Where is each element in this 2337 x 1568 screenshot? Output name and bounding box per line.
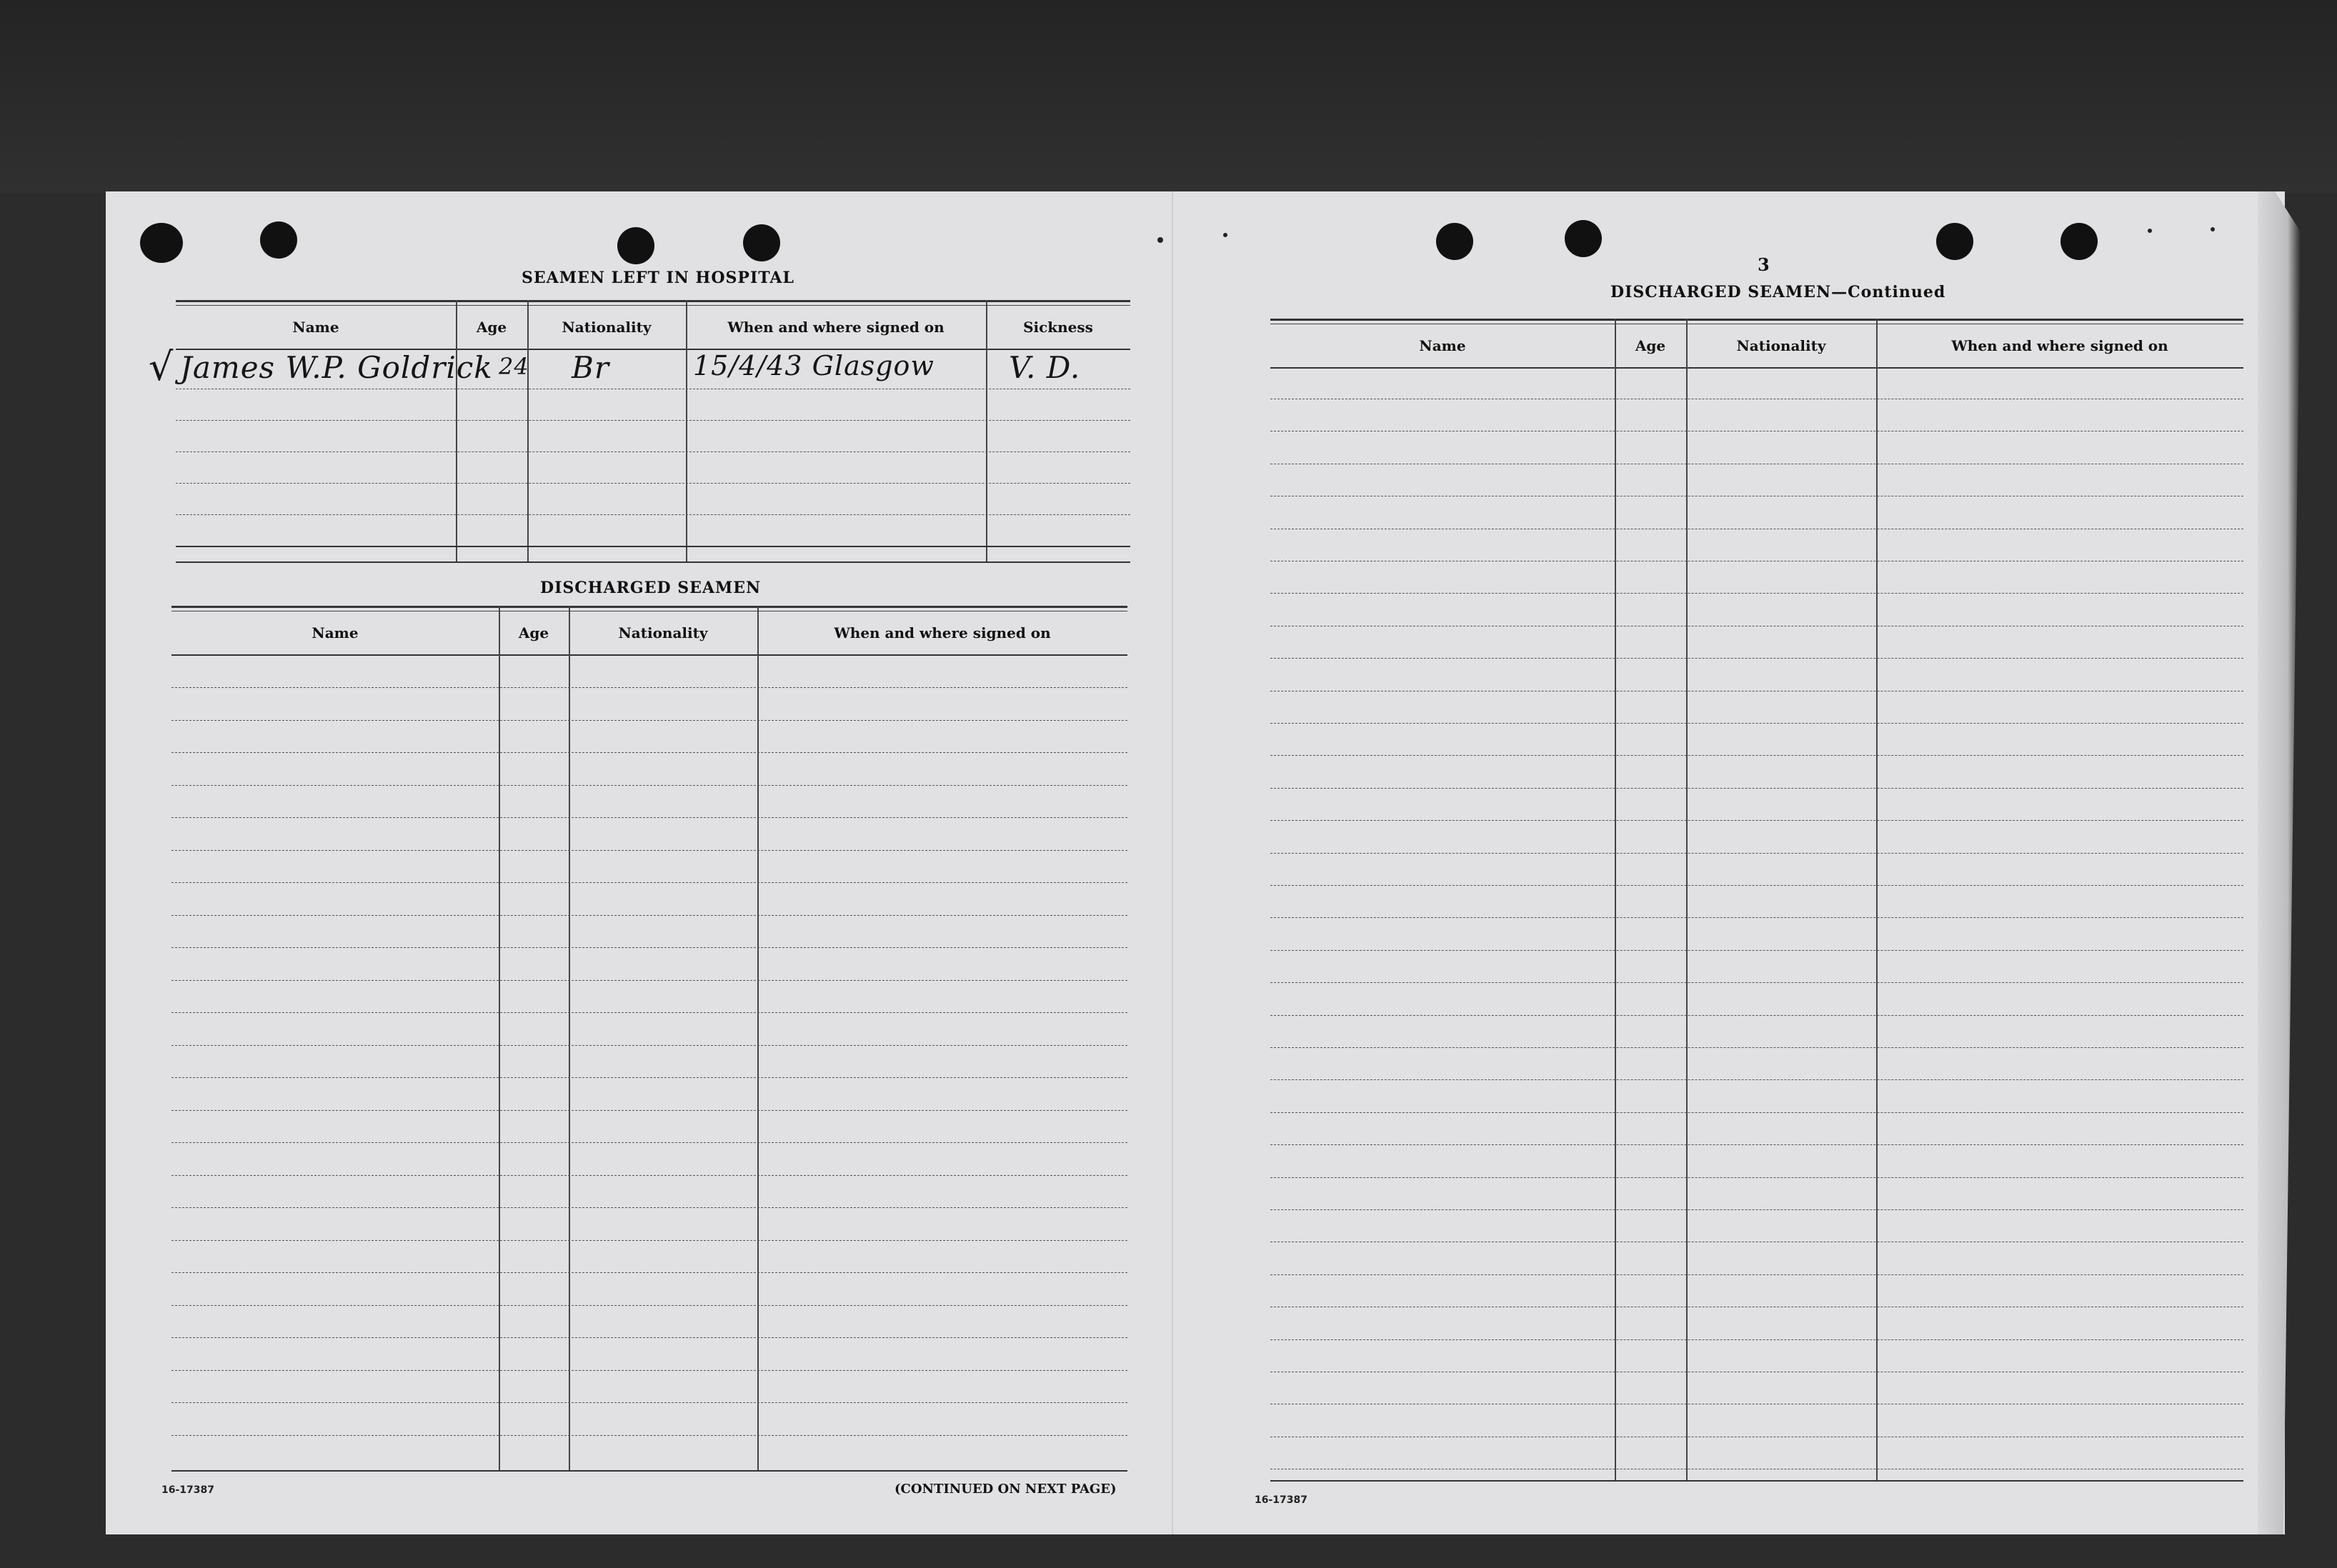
row-rule [176, 483, 1130, 484]
punch-hole [1565, 220, 1602, 257]
row-rule [171, 1110, 1127, 1111]
row-rule [171, 1435, 1127, 1436]
col-divider [757, 606, 759, 1472]
row-rule [176, 514, 1130, 515]
col-divider [986, 300, 987, 563]
discharged-table [171, 606, 1127, 1474]
table-top-rule [171, 606, 1127, 608]
speck [1223, 233, 1227, 237]
punch-hole [140, 223, 183, 263]
row-rule [171, 1045, 1127, 1046]
row-rule [171, 980, 1127, 981]
table-header [1270, 324, 2243, 369]
col-divider [499, 606, 500, 1472]
col-divider [569, 606, 570, 1472]
punch-hole [1936, 223, 1973, 260]
entry-sickness: V. D. [1009, 350, 1081, 385]
row-rule [1270, 1339, 2243, 1340]
speck [2211, 227, 2215, 231]
entry-signed-on: 15/4/43 Glasgow [693, 350, 935, 381]
right-section-title: DISCHARGED SEAMEN—Continued [1610, 283, 1946, 301]
row-rule [1270, 788, 2243, 789]
row-rule [171, 817, 1127, 818]
table-bottom-rule [171, 1470, 1127, 1472]
entry-name: James W.P. Goldrick [180, 350, 493, 385]
row-rule [171, 915, 1127, 916]
row-rule [1270, 1079, 2243, 1080]
row-rule [171, 785, 1127, 786]
col-divider [686, 300, 687, 563]
header-name: Name [312, 624, 359, 641]
row-rule [171, 1272, 1127, 1273]
row-rule [1270, 885, 2243, 886]
row-rule [1270, 982, 2243, 983]
row-rule [176, 451, 1130, 452]
header-nationality: Nationality [1736, 337, 1826, 354]
header-signed-on: When and where signed on [727, 319, 945, 336]
row-rule [171, 1012, 1127, 1013]
header-signed-on: When and where signed on [1951, 337, 2168, 354]
page-number: 3 [1758, 254, 1770, 275]
row-rule [1270, 1112, 2243, 1113]
entry-nationality: Br [572, 350, 609, 385]
row-rule [1270, 1274, 2243, 1275]
continued-note: (CONTINUED ON NEXT PAGE) [895, 1482, 1117, 1497]
table-header [171, 611, 1127, 656]
row-rule [171, 1370, 1127, 1371]
form-code: 16-17387 [161, 1484, 214, 1496]
row-rule [176, 420, 1130, 421]
discharged-continued-table [1270, 319, 2243, 1484]
row-rule [171, 752, 1127, 753]
row-rule [1270, 658, 2243, 659]
hospital-section-title: SEAMEN LEFT IN HOSPITAL [522, 269, 794, 287]
center-fold [1172, 191, 1173, 1534]
row-rule [1270, 1047, 2243, 1048]
speck [1157, 237, 1163, 243]
header-nationality: Nationality [562, 319, 652, 336]
row-rule [171, 1142, 1127, 1143]
table-bottom-rule [176, 546, 1130, 547]
row-rule [1270, 820, 2243, 821]
row-rule [1270, 1209, 2243, 1210]
col-divider [456, 300, 457, 563]
header-age: Age [518, 624, 549, 641]
punch-hole [2061, 223, 2098, 260]
row-rule [1270, 950, 2243, 951]
backdrop [0, 0, 2337, 193]
header-age: Age [1635, 337, 1666, 354]
header-age: Age [476, 319, 507, 336]
row-rule [171, 850, 1127, 851]
entry-age: 24 [499, 353, 529, 380]
row-rule [171, 720, 1127, 721]
hospital-table [149, 300, 1130, 566]
row-rule [171, 1305, 1127, 1306]
header-signed-on: When and where signed on [834, 624, 1051, 641]
punch-hole [617, 227, 654, 264]
row-rule [171, 882, 1127, 883]
punch-hole [743, 224, 780, 261]
row-rule [1270, 917, 2243, 918]
header-nationality: Nationality [618, 624, 708, 641]
discharged-section-title: DISCHARGED SEAMEN [540, 579, 762, 597]
row-rule [171, 687, 1127, 688]
row-rule [171, 1240, 1127, 1241]
punch-hole [260, 221, 297, 259]
table-top-rule [1270, 319, 2243, 321]
row-rule [1270, 853, 2243, 854]
row-rule [171, 947, 1127, 948]
form-code: 16-17387 [1255, 1494, 1307, 1506]
punch-hole [1436, 223, 1473, 260]
row-rule [1270, 1177, 2243, 1178]
row-rule [1270, 755, 2243, 756]
header-name: Name [1419, 337, 1466, 354]
row-rule [171, 1077, 1127, 1078]
col-divider [527, 300, 529, 563]
check-mark: √ [149, 344, 174, 389]
row-rule [1270, 593, 2243, 594]
row-rule [171, 1175, 1127, 1176]
sheet-edge-shadow [2258, 191, 2301, 1534]
row-rule [1270, 1015, 2243, 1016]
header-name: Name [292, 319, 339, 336]
table-bottom-rule [1270, 1480, 2243, 1482]
row-rule [1270, 1144, 2243, 1145]
speck [2148, 229, 2152, 233]
table-bottom-rule [176, 561, 1130, 563]
row-rule [171, 1402, 1127, 1403]
row-rule [171, 1337, 1127, 1338]
header-sickness: Sickness [1023, 319, 1093, 336]
row-rule [171, 1207, 1127, 1208]
row-rule [1270, 723, 2243, 724]
